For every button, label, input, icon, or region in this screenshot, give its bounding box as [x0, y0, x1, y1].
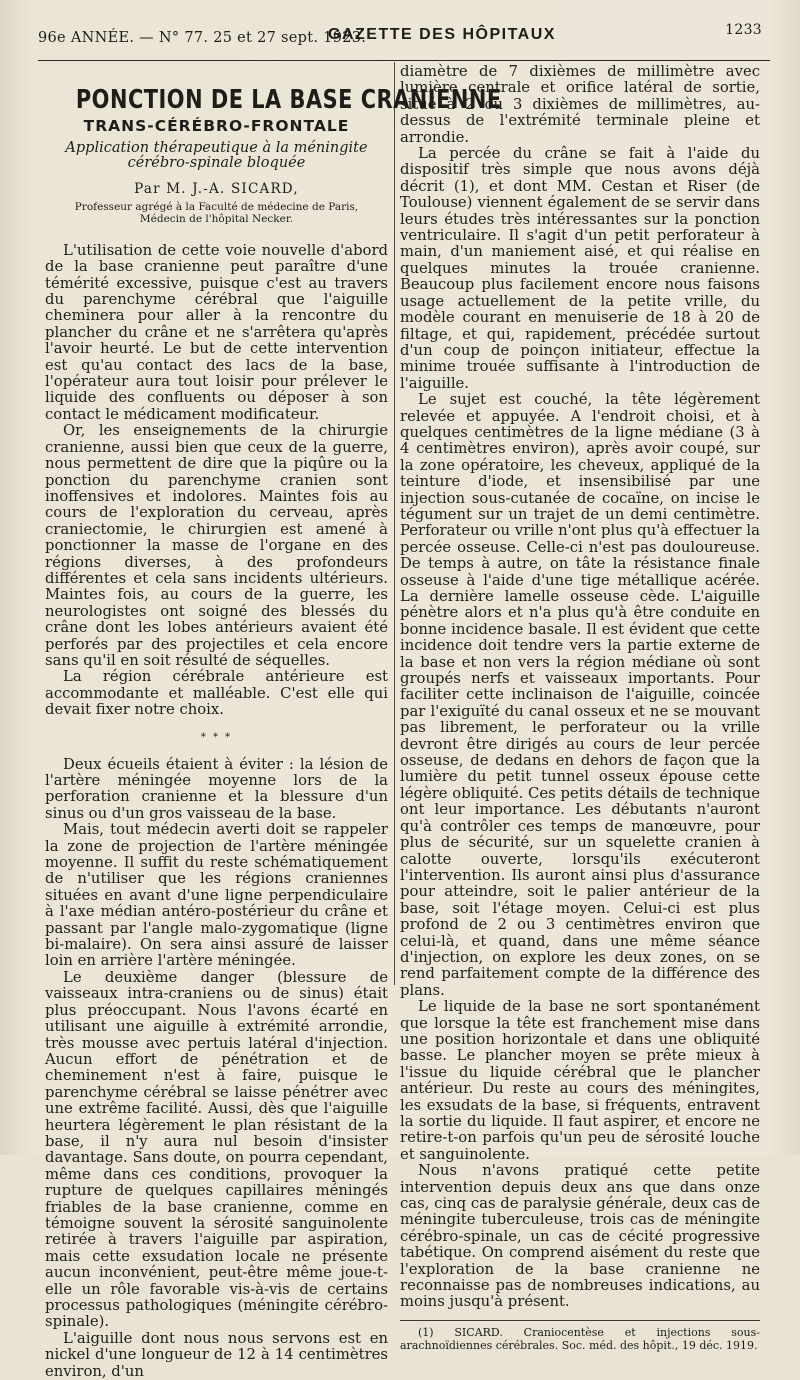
page-number: 1233	[725, 22, 762, 38]
paragraph: Le sujet est couché, la tête légèrement relevée et appuyée. A l'endroit choisi, et à quelques centimètres de la ligne médiane (3 à 4 centimètres environ), après avoir coupé, sur la zone opératoire, les cheveux, appliqué de la teinture d'iode, et insensibilisé par une injection sous-cutanée de cocaïne, on incise le tégument sur un trajet de un demi centimètre. Perforateur ou vrille n'ont plus qu'à effectuer la percée osseuse. Celle-ci n'est pas douloureuse. De temps à autre, on tâte la résistance finale osseuse à l'aide d'une tige métallique acérée. La dernière lamelle osseuse cède. L'aiguille pénètre alors et n'a plus qu'à être conduite en bonne incidence basale. Il est évident que cette incidence doit tendre vers la partie externe de la base et non vers la région médiane où sont groupés nerfs et vaisseaux importants. Pour faciliter cette inclinaison de l'aiguille, coincée par l'exiguïté du canal osseux et ne se mouvant pas librement, le perforateur ou la vrille devront être dirigés au cours de leur percée osseuse, de dedans en dehors de façon que la lumière du petit tunnel osseux épouse cette légère obliquité. Ces petits détails de technique ont leur importance. Les débutants n'auront qu'à contrôler ces temps de manœuvre, pour plus de sécurité, sur un squelette cranien à calotte ouverte, lorsqu'ils exécuteront l'intervention. Ils auront ainsi plus d'assurance pour atteindre, soit le palier antérieur de la base, soit l'étage moyen. Celui-ci est plus profond de 2 ou 3 centimètres environ que celui-là, et quand, dans une même séance d'injection, on explore les deux zones, on se rend parfaitement compte de la différence des plans.	[400, 391, 760, 999]
paragraph: Or, les enseignements de la chirurgie cranienne, aussi bien que ceux de la guerre, nous permettent de dire que la piqûre ou la ponction du parenchyme cranien sont inoffensives et indolores. Maintes fois au cours de l'exploration du cerveau, après craniectomie, le chirurgien est amené à ponctionner la masse de l'organe en des régions diverses, à des profondeurs différentes et cela sans incidents ultérieurs. Maintes fois, au cours de la guerre, les neurologistes ont soigné des blessés du crâne dont les lobes antérieurs avaient été perforés par des projectiles et cela encore sans qu'il en soit résulté de séquelles.	[45, 422, 388, 669]
footnote-rule	[400, 1320, 760, 1321]
article-application: Application thérapeutique à la méningite cérébro-spinale bloquée	[65, 140, 368, 172]
journal-title: GAZETTE DES HÔPITAUX	[328, 26, 556, 43]
header-rule	[38, 60, 770, 61]
paragraph: Nous n'avons pratiqué cette petite intervention depuis deux ans que dans onze cas, cinq cas de paralysie générale, deux cas de méningite tuberculeuse, trois cas de méningite cérébro-spinale, un cas de cécité progressive tabétique. On comprend aisément du reste que l'exploration de la base cranienne ne reconnaisse pas de nombreuses indications, au moins jusqu'à présent.	[400, 1162, 760, 1311]
author-byline: Par M. J.-A. SICARD,	[134, 181, 299, 198]
section-separator: * * *	[200, 731, 233, 743]
paragraph: L'utilisation de cette voie nouvelle d'abord de la base cranienne peut paraître d'une témérité excessive, puisque c'est au travers du parenchyme cérébral que l'aiguille cheminera pour aller à la rencontre du plancher du crâne et ne s'arrêtera qu'après l'avoir heurté. Le but de cette intervention est qu'au contact des lacs de la base, l'opérateur aura tout loisir pour prélever le liquide des confluents ou déposer à son contact le médicament modificateur.	[45, 241, 388, 423]
paragraph: Deux écueils étaient à éviter : la lésion de l'artère méningée moyenne lors de la perforation cranienne et la blessure d'un sinus ou d'un gros vaisseau de la base.	[45, 755, 388, 822]
paragraph: Le deuxième danger (blessure de vaisseaux intra-craniens ou de sinus) était plus préoccupant. Nous l'avons écarté en utilisant une aiguille à extrémité arrondie, très mousse avec pertuis latéral d'injection. Aucun effort de pénétration et de cheminement n'est à faire, puisque le parenchyme cérébral se laisse pénétrer avec une extrême facilité. Aussi, dès que l'aiguille heurtera légèrement le plan résistant de la base, il n'y aura nul besoin d'insister davantage. Sans doute, on pourra cependant, même dans ces conditions, provoquer la rupture de quelques capillaires méningés friables de la base cranienne, comme en témoigne souvent la sérosité sanguinolente retirée à travers l'aiguille par aspiration, mais cette exsudation locale ne présente aucun inconvénient, peut-être même joue-t-elle un rôle favorable vis-à-vis de certains processus pathologiques (méningite cérébro-spinale).	[45, 968, 388, 1331]
issue-info: 96e ANNÉE. — N° 77. 25 et 27 sept. 1923.	[38, 30, 367, 46]
paragraph: La région cérébrale antérieure est accommodante et malléable. C'est elle qui devait fixer notre choix.	[45, 668, 388, 719]
paragraph: Mais, tout médecin averti doit se rappeler la zone de projection de l'artère méningée moyenne. Il suffit du reste schématiquement de n'utiliser que les régions craniennes situées en avant d'une ligne perpendiculaire à l'axe médian antéro-postérieur du crâne et passant par l'angle malo-zygomatique (ligne bi-malaire). On sera ainsi assuré de laisser loin en arrière l'artère méningée.	[45, 821, 388, 970]
right-column	[400, 63, 760, 1352]
paragraph: diamètre de 7 dixièmes de millimètre avec lumière centrale et orifice latéral de sortie, situé à 2 ou 3 dixièmes de millimètres, au-dessus de l'extrémité terminale pleine et arrondie.	[400, 63, 760, 146]
paragraph: Le liquide de la base ne sort spontanément que lorsque la tête est franchement mise dans une position horizontale et dans une obliquité basse. Le plancher moyen se prête mieux à l'issue du liquide cérébral que le plancher antérieur. Du reste au cours des méningites, les exsudats de la base, si fréquents, entravent la sortie du liquide. Il faut aspirer, et encore ne retire-t-on parfois qu'un peu de sérosité louche et sanguinolente.	[400, 998, 760, 1163]
paragraph: L'aiguille dont nous nous servons est en nickel d'une longueur de 12 à 14 centimètres environ, d'un	[45, 1329, 388, 1380]
article-title: PONCTION DE LA BASE CRANIENNE	[75, 85, 502, 115]
running-head	[38, 22, 762, 58]
left-column	[45, 64, 502, 1380]
author-affiliation: Professeur agrégé à la Faculté de médecine de Paris, Médecin de l'hôpital Necker.	[74, 200, 359, 225]
paragraph: La percée du crâne se fait à l'aide du dispositif très simple que nous avons déjà décrit (1), et dont MM. Cestan et Riser (de Toulouse) viennent également de se servir dans leurs études très intéressantes sur la ponction ventriculaire. Il s'agit d'un petit perforateur à main, d'un maniement aisé, et qui réalise en quelques minutes la trouée cranienne. Beaucoup plus facilement encore nous faisons usage actuellement de la petite vrille, du modèle courant en menuiserie de 18 à 20 de filtage, et qui, rapidement, précédée surtout d'un coup de poinçon initiateur, effectue la minime trouée suffisante à l'introduction de l'aiguille.	[400, 145, 760, 392]
footnote: (1) SICARD. Craniocentèse et injections sous-arachnoïdiennes cérébrales. Soc. méd. des hôpit., 19 déc. 1919.	[400, 1325, 760, 1352]
article-subtitle: TRANS-CÉRÉBRO-FRONTALE	[83, 117, 350, 135]
column-divider	[394, 62, 395, 985]
